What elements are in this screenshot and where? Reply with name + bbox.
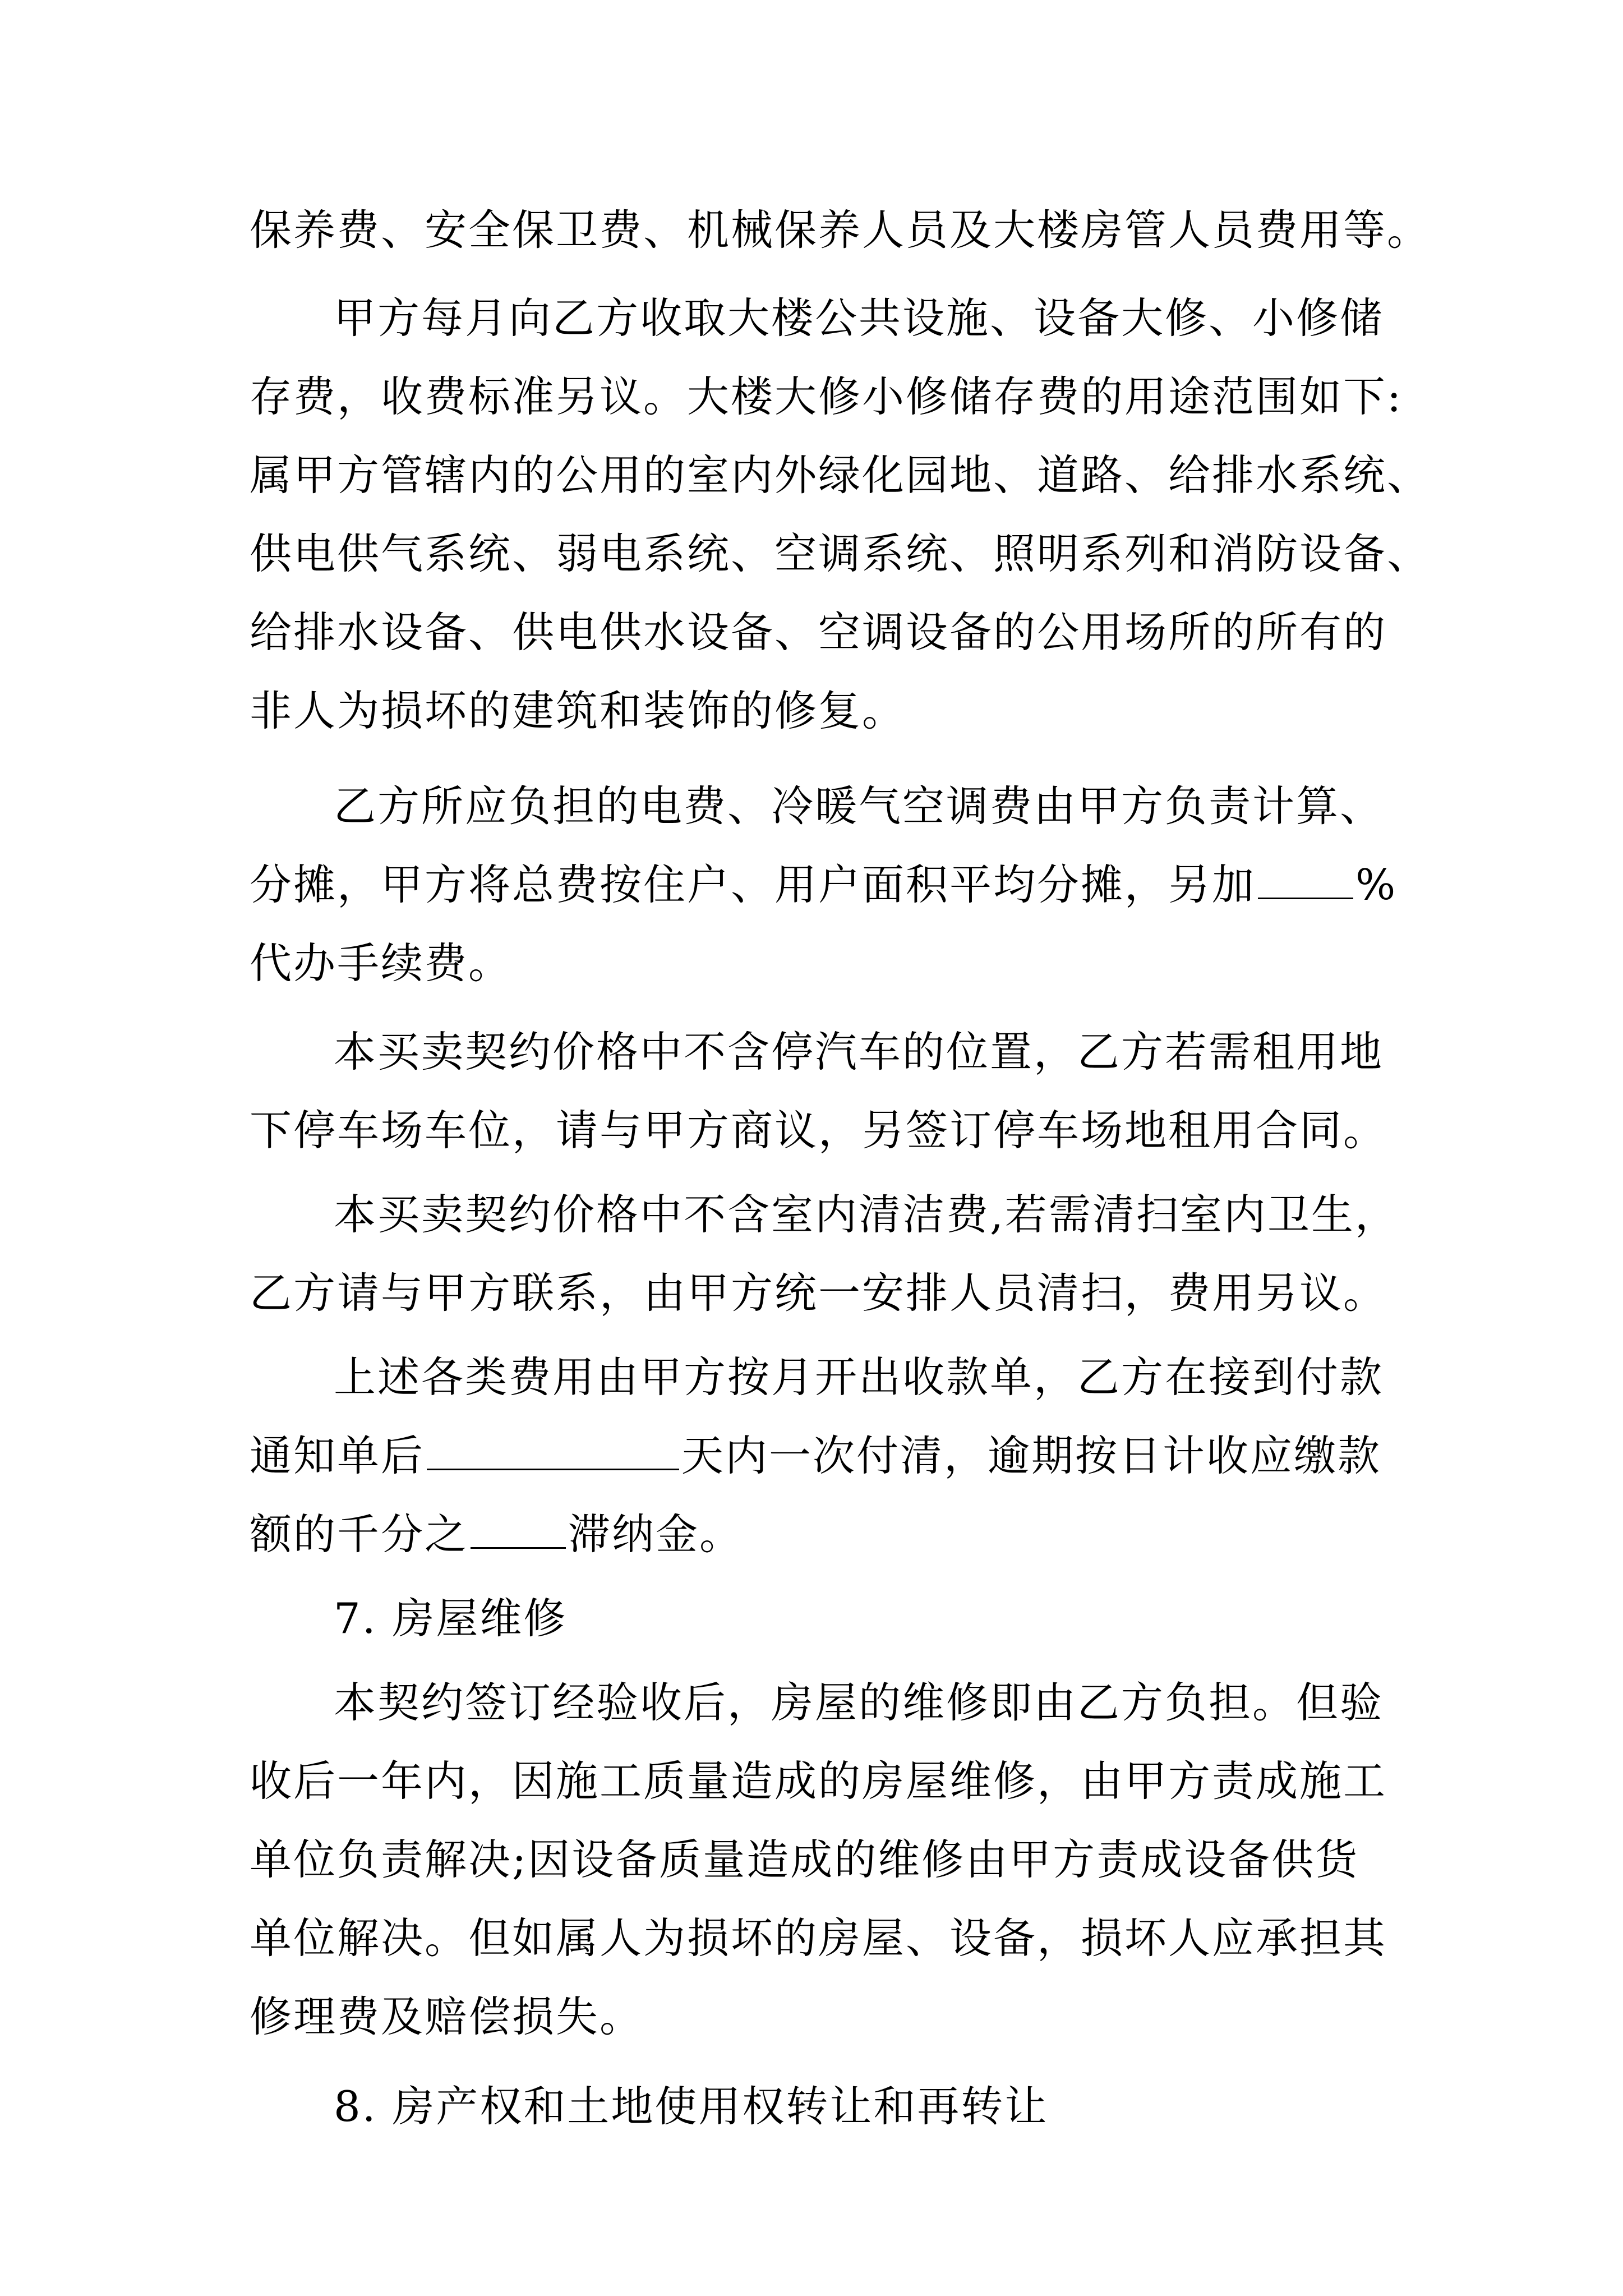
line-text: 分摊，甲方将总费按住户、用户面积平均分摊，另加 — [250, 860, 1256, 909]
paragraph-line: 下停车场车位，请与甲方商议，另签订停车场地租用合同。 — [250, 1106, 1387, 1155]
paragraph-line: 修理费及赔偿损失。 — [250, 1992, 644, 2041]
section-heading: 7. 房屋维修 — [334, 1594, 568, 1643]
paragraph-line: 保养费、安全保卫费、机械保养人员及大楼房管人员费用等。 — [250, 205, 1431, 255]
line-text: 额的千分之 — [250, 1510, 469, 1559]
paragraph-line: 收后一年内，因施工质量造成的房屋维修，由甲方责成施工 — [250, 1756, 1387, 1806]
paragraph-line: 单位解决。但如属人为损坏的房屋、设备，损坏人应承担其 — [250, 1913, 1387, 1963]
paragraph-line: 属甲方管辖内的公用的室内外绿化园地、道路、给排水系统、 — [250, 450, 1431, 500]
paragraph-line: 本买卖契约价格中不含停汽车的位置，乙方若需租用地 — [334, 1027, 1384, 1076]
line-text: 天内一次付清，逾期按日计收应缴款 — [681, 1431, 1382, 1480]
paragraph-line: 存费，收费标准另议。大楼大修小修储存费的用途范围如下: — [250, 372, 1403, 421]
line-text: % — [1355, 860, 1398, 909]
paragraph-line-with-blank — [250, 1428, 1405, 1484]
fill-in-blank — [1258, 864, 1353, 899]
paragraph-line: 乙方请与甲方联系，由甲方统一安排人员清扫，费用另议。 — [250, 1268, 1387, 1318]
paragraph-line: 单位负责解决;因设备质量造成的维修由甲方责成设备供货 — [250, 1835, 1359, 1884]
paragraph-line: 本契约签订经验收后，房屋的维修即由乙方负担。但验 — [334, 1678, 1384, 1727]
paragraph-line: 供电供气系统、弱电系统、空调系统、照明系列和消防设备、 — [250, 529, 1431, 578]
paragraph-line: 代办手续费。 — [250, 938, 513, 988]
paragraph-line: 给排水设备、供电供水设备、空调设备的公用场所的所有的 — [250, 608, 1387, 657]
line-text: 滞纳金。 — [568, 1510, 744, 1559]
section-heading: 8. 房产权和土地使用权转让和再转让 — [334, 2082, 1049, 2131]
line-text: 通知单后 — [250, 1431, 425, 1480]
fill-in-blank — [427, 1435, 679, 1470]
paragraph-line: 非人为损坏的建筑和装饰的修复。 — [250, 686, 906, 735]
paragraph-line: 上述各类费用由甲方按月开出收款单，乙方在接到付款 — [334, 1352, 1384, 1402]
paragraph-line: 乙方所应负担的电费、冷暖气空调费由甲方负责计算、 — [334, 781, 1384, 831]
paragraph-line-with-blank — [250, 857, 1405, 913]
fill-in-blank — [471, 1513, 566, 1549]
paragraph-line-with-blank — [250, 1506, 1405, 1562]
paragraph-line: 甲方每月向乙方收取大楼公共设施、设备大修、小修储 — [334, 293, 1384, 343]
paragraph-line: 本买卖契约价格中不含室内清洁费,若需清扫室内卫生， — [334, 1190, 1399, 1239]
